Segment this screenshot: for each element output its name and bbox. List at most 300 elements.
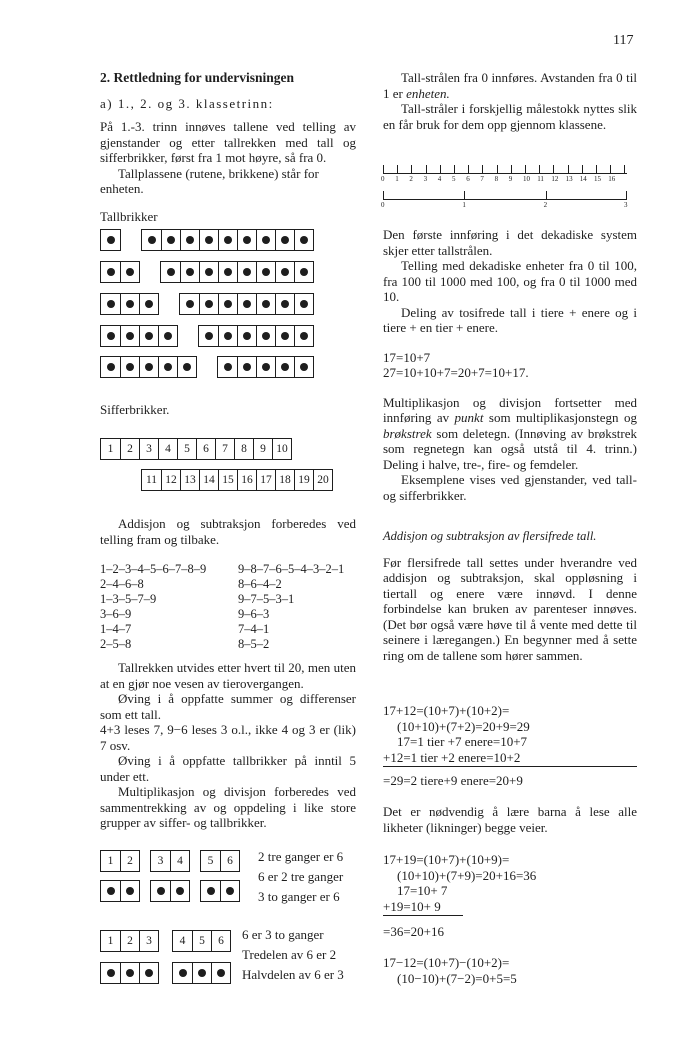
ray-tick-label: 10 [523, 175, 530, 183]
paragraph: På 1.-3. trinn innøves tallene ved telling av gjenstander og etter tallrekken med tall og sifferbrikker, først fra 1 mot høyre, så fra 0. [100, 119, 356, 165]
ray-tick-label: 12 [551, 175, 559, 183]
mult-line: 6 er 3 to ganger [242, 927, 324, 942]
ray-tick [397, 165, 398, 173]
dot-cell [120, 963, 139, 983]
dot [107, 969, 115, 977]
brick-cell [294, 357, 313, 377]
brick-row [100, 356, 314, 376]
brick-cell [218, 294, 237, 314]
paragraph: Før flersifrede tall settes under hverandre ved addisjon og subtraksjon, skal oppløsning i tiertall og enere være innøvd. I denne forbindelse kan bruken av parenteser innøves. (Det bør også være høve til å vente med dette til seinere i læregangen.) En begynner med å sette ring om de tallene som hører sammen. [383, 554, 637, 663]
dot [262, 363, 270, 371]
paragraph: Øving i å oppfatte tallbrikker på inntil 5 under ett. [100, 753, 356, 784]
digit-cell: 1 [107, 443, 114, 455]
dot [179, 969, 187, 977]
ray-tick-label: 2 [409, 175, 413, 183]
emphasis: enheten. [406, 85, 450, 101]
brick-cell [237, 357, 256, 377]
text: som deletegn. (Innøving av brøkstrek som regnetegn kan også utstå til 4. trinn.) Deling i halve, tre-, fire- og femdeler. [383, 425, 637, 472]
dot-group [100, 880, 140, 902]
digit-cell: 19 [294, 470, 313, 490]
ray-tick-label: 0 [381, 175, 385, 183]
dot [224, 268, 232, 276]
dot [224, 332, 232, 340]
equation: 17=10+7 [383, 349, 431, 365]
brick-cell [218, 262, 237, 282]
digit-cell: 3 [139, 931, 158, 951]
dot [243, 268, 251, 276]
digit-cell: 4 [179, 935, 186, 947]
ray-tick [464, 191, 465, 199]
brick-cell [218, 357, 237, 377]
brick-cell [120, 326, 139, 346]
mult-line: 3 to ganger er 6 [258, 889, 340, 904]
digit-cell: 9 [253, 439, 272, 459]
brick-group [179, 293, 314, 315]
sequence: 1–2–3–4–5–6–7–8–9 [100, 562, 207, 576]
dot [281, 363, 289, 371]
text: Multiplikasjon og divisjon fortsetter med innføring av [383, 394, 637, 425]
sifferbrikker-label: Sifferbrikker. [100, 402, 170, 417]
ray-tick [440, 165, 441, 173]
digit-cell: 13 [180, 470, 199, 490]
brick-cell [120, 262, 139, 282]
brick-cell [275, 326, 294, 346]
dot-group [150, 880, 190, 902]
count-sequences-backward [238, 562, 344, 652]
digit-cell: 7 [215, 439, 234, 459]
dot-group [172, 962, 231, 984]
calc-line: (10+10)+(7+2)=20+9=29 [397, 718, 530, 734]
paragraph [383, 395, 637, 473]
ray-tick [539, 165, 540, 173]
calc-block-3 [383, 955, 517, 986]
brick-cell [275, 294, 294, 314]
digit-cell: 3 [157, 855, 164, 867]
ray-tick-label: 14 [579, 175, 587, 183]
dot [145, 332, 153, 340]
ray-tick [553, 165, 554, 173]
ray-tick [482, 165, 483, 173]
paragraph: Deling av tosifrede tall i tiere + enere og i tiere + en tier + enere. [383, 304, 637, 335]
dot [145, 300, 153, 308]
divider [383, 915, 463, 916]
calc-line: 17=1 tier +7 enere=10+7 [397, 734, 528, 749]
tallbrikker-label: Tallbrikker [100, 208, 158, 224]
paragraph: Den første innføring i det dekadiske system skjer etter tallstrålen. [383, 227, 637, 258]
dot [224, 300, 232, 308]
ray-tick [624, 165, 625, 173]
right-column-mid [383, 227, 637, 663]
divider [383, 766, 637, 767]
dot-cell [101, 881, 120, 901]
dot-row [100, 880, 240, 900]
sequence: 2–5–8 [100, 637, 132, 651]
dot [243, 236, 251, 244]
ray-tick-label: 8 [494, 175, 499, 183]
brick-cell [101, 357, 120, 377]
dot [167, 236, 175, 244]
sequence: 1–4–7 [100, 622, 132, 636]
paragraph: 4+3 leses 7, 9−6 leses 3 o.l., ikke 4 og 3 er (lik) 7 osv. [100, 722, 356, 753]
dot [148, 236, 156, 244]
ray-tick-label: 1 [462, 201, 466, 209]
digit-row [100, 438, 292, 458]
calc-line: +19=10+ 9 [383, 898, 441, 914]
calc-line: (10+10)+(7+9)=20+16=36 [397, 867, 537, 883]
ray-tick-label: 5 [452, 175, 456, 183]
calc-line: (10−10)+(7−2)=0+5=5 [397, 970, 517, 986]
digit-cell: 4 [158, 439, 177, 459]
ray-tick-label: 3 [423, 175, 428, 183]
ray-tick-label: 6 [466, 175, 470, 183]
number-ray-line [383, 173, 627, 174]
paragraph: Eksemplene vises ved gjenstander, ved tall- og sifferbrikker. [383, 472, 637, 503]
calc-line: +12=1 tier +2 enere=10+2 [383, 749, 521, 765]
dot-cell [192, 963, 211, 983]
digit-row [100, 930, 231, 950]
sequence: 9–8–7–6–5–4–3–2–1 [238, 562, 345, 576]
digit-cell: 14 [199, 470, 218, 490]
brick-group [100, 356, 197, 378]
brick-group [100, 293, 159, 315]
dot [281, 300, 289, 308]
dot [126, 887, 134, 895]
dot [300, 268, 308, 276]
brick-cell [256, 230, 275, 250]
dot [243, 332, 251, 340]
brick-group [198, 325, 314, 347]
brick-cell [101, 262, 120, 282]
brick-cell [139, 357, 158, 377]
dot [205, 300, 213, 308]
ray-tick-label: 16 [608, 175, 616, 183]
ray-tick [546, 191, 547, 199]
ray-tick-label: 9 [508, 175, 513, 183]
left-column-lower [100, 516, 356, 547]
ray-tick [411, 165, 412, 173]
dot-cell [173, 963, 192, 983]
ray-tick [383, 191, 384, 199]
brick-group [141, 229, 314, 251]
text: som multiplikasjonstegn og [483, 410, 637, 425]
digit-cell: 1 [107, 855, 114, 867]
ray-tick [454, 165, 455, 173]
brick-cell [177, 357, 196, 377]
brick-cell [256, 262, 275, 282]
dot [186, 300, 194, 308]
number-ray-line [383, 199, 627, 200]
digit-row [141, 469, 333, 489]
digit-cell: 8 [234, 439, 253, 459]
digit-cell: 11 [145, 474, 158, 486]
digit-cell: 5 [177, 439, 196, 459]
dot [300, 236, 308, 244]
sequence: 9–7–5–3–1 [238, 592, 295, 606]
dot [186, 236, 194, 244]
sequence: 8–5–2 [238, 637, 270, 651]
sequence: 7–4–1 [238, 622, 270, 636]
ray-tick [468, 165, 469, 173]
dot [145, 969, 153, 977]
dot [205, 268, 213, 276]
brick-cell [218, 326, 237, 346]
digit-cell: 1 [107, 935, 114, 947]
dot [224, 236, 232, 244]
ray-tick [383, 165, 384, 173]
ray-tick-label: 13 [565, 175, 573, 183]
paragraph: Øving i å oppfatte summer og differenser som ett tall. [100, 691, 356, 722]
brick-cell [139, 326, 158, 346]
dot [243, 363, 251, 371]
ray-tick-label: 2 [543, 201, 548, 209]
dot-cell [220, 881, 239, 901]
ray-tick-label: 0 [381, 201, 385, 209]
brick-cell [237, 262, 256, 282]
brick-cell [180, 262, 199, 282]
brick-group [160, 261, 314, 283]
ray-tick-label: 3 [624, 201, 628, 209]
ray-tick-label: 1 [395, 175, 399, 183]
paragraph: Tall-stråler i forskjellig målestokk nyttes slik en får bruk for dem opp gjennom klassene. [383, 101, 637, 132]
calc-result: =36=20+16 [383, 924, 444, 939]
mult-text-3 [242, 925, 344, 985]
brick-group [100, 325, 178, 347]
brick-cell [142, 230, 161, 250]
dot [205, 236, 213, 244]
brick-group [217, 356, 314, 378]
digit-cell: 18 [275, 470, 294, 490]
ray-tick-label: 4 [437, 175, 442, 183]
brick-cell [161, 262, 180, 282]
digit-cell: 6 [196, 439, 215, 459]
brick-cell [256, 294, 275, 314]
dot [217, 969, 225, 977]
dot [107, 887, 115, 895]
calc-line: 17+19=(10+7)+(10+9)= [383, 852, 510, 867]
digit-cell: 5 [192, 931, 211, 951]
dot [107, 363, 115, 371]
brick-cell [180, 294, 199, 314]
digit-cell: 12 [161, 470, 180, 490]
digit-group [100, 850, 140, 872]
brick-row [100, 261, 314, 281]
brick-cell [158, 326, 177, 346]
dot-cell [170, 881, 189, 901]
calc-line: 17+12=(10+7)+(10+2)= [383, 703, 510, 718]
digit-cell: 2 [120, 851, 139, 871]
dot-cell [201, 881, 220, 901]
brick-cell [199, 230, 218, 250]
sequence: 1–3–5–7–9 [100, 592, 157, 606]
digit-group [172, 930, 231, 952]
brick-cell [199, 326, 218, 346]
brick-cell [237, 230, 256, 250]
ray-tick [610, 165, 611, 173]
brick-cell [101, 230, 120, 250]
brick-cell [237, 326, 256, 346]
dot [157, 887, 165, 895]
brick-group [100, 261, 140, 283]
brick-cell [161, 230, 180, 250]
dot [281, 332, 289, 340]
dot [198, 969, 206, 977]
digit-group [141, 469, 333, 491]
digit-group [100, 438, 292, 460]
dot [107, 300, 115, 308]
dot [207, 887, 215, 895]
mult-line: 6 er 2 tre ganger [258, 869, 344, 884]
brick-row [100, 325, 314, 345]
brick-cell [294, 326, 313, 346]
brick-cell [275, 262, 294, 282]
digit-cell: 15 [218, 470, 237, 490]
dot [262, 268, 270, 276]
left-column [100, 70, 356, 224]
dot [164, 332, 172, 340]
dot [107, 332, 115, 340]
dot [300, 332, 308, 340]
ray-tick-label: 11 [537, 175, 544, 183]
calc-block-1 [383, 703, 530, 765]
brick-row [100, 229, 314, 249]
dot [145, 363, 153, 371]
dot [262, 300, 270, 308]
dot [262, 332, 270, 340]
brick-cell [199, 262, 218, 282]
section-heading: 2. Rettledning for undervisningen [100, 70, 295, 85]
digit-cell: 10 [272, 439, 291, 459]
brick-cell [101, 294, 120, 314]
ray-tick [426, 165, 427, 173]
dot [167, 268, 175, 276]
paragraph: Tallplassene (rutene, brikkene) står for enheten. [100, 165, 319, 196]
dot-row [100, 962, 231, 982]
dot-cell [101, 963, 120, 983]
digit-row [100, 850, 240, 870]
page-number: 117 [613, 33, 634, 48]
dot [126, 332, 134, 340]
digit-cell: 20 [313, 470, 332, 490]
brick-cell [294, 230, 313, 250]
ray-tick [596, 165, 597, 173]
paragraph: Tallrekken utvides etter hvert til 20, men uten at en gjør noe vesen av tierovergangen. [100, 660, 356, 691]
digit-cell: 2 [120, 931, 139, 951]
paragraph: Telling med dekadiske enheter fra 0 til 100, fra 100 til 1000 med 100, og fra 0 til 1000 med 10. [383, 258, 637, 304]
calc-block-2 [383, 852, 536, 914]
dot [281, 268, 289, 276]
dot-cell [151, 881, 170, 901]
sequence: 8–6–4–2 [238, 577, 282, 591]
dot [126, 268, 134, 276]
dot [281, 236, 289, 244]
dot [205, 332, 213, 340]
paragraph: Addisjon og subtraksjon forberedes ved telling fram og tilbake. [100, 516, 356, 547]
brick-group [100, 229, 121, 251]
brick-cell [294, 262, 313, 282]
dot-cell [211, 963, 230, 983]
brick-cell [158, 357, 177, 377]
dot [262, 236, 270, 244]
brick-cell [101, 326, 120, 346]
brick-row [100, 293, 314, 313]
digit-cell: 17 [256, 470, 275, 490]
dot [224, 363, 232, 371]
ray-tick [568, 165, 569, 173]
ray-tick [525, 165, 526, 173]
text: Tall-strålen fra 0 innføres. Avstanden fra 0 til 1 er [383, 70, 637, 101]
left-column-text [100, 660, 356, 831]
ray-tick [626, 191, 627, 199]
dot [126, 969, 134, 977]
dot [107, 268, 115, 276]
dot [126, 300, 134, 308]
dot-cell [139, 963, 158, 983]
calc-line: 17−12=(10+7)−(10+2)= [383, 955, 510, 970]
brick-cell [139, 294, 158, 314]
brick-cell [180, 230, 199, 250]
brick-cell [237, 294, 256, 314]
ray-tick-label: 7 [480, 175, 484, 183]
sequence: 9–6–3 [238, 607, 270, 621]
digit-cell: 6 [220, 851, 239, 871]
digit-cell: 4 [170, 851, 189, 871]
calc-line: 17=10+ 7 [397, 883, 448, 898]
digit-group [200, 850, 240, 872]
digit-cell: 3 [139, 439, 158, 459]
digit-group [150, 850, 190, 872]
brick-cell [120, 357, 139, 377]
digit-cell: 6 [211, 931, 230, 951]
ray-tick [582, 165, 583, 173]
paragraph: Det er nødvendig å lære barna å lese alle likheter (likninger) begge veier. [383, 804, 637, 835]
subheading: a) 1., 2. og 3. klassetrinn: [100, 95, 274, 111]
mult-line: Halvdelen av 6 er 3 [242, 967, 344, 982]
brick-cell [120, 294, 139, 314]
dot [186, 268, 194, 276]
count-sequences-forward [100, 562, 206, 652]
dot [300, 363, 308, 371]
brick-cell [199, 294, 218, 314]
ray-tick [511, 165, 512, 173]
brick-cell [256, 326, 275, 346]
ray-tick-label: 15 [594, 175, 601, 183]
paragraph [383, 70, 637, 101]
dot [226, 887, 234, 895]
brick-cell [275, 230, 294, 250]
ray-tick [497, 165, 498, 173]
equation: 27=10+10+7=20+7=10+17. [383, 365, 529, 380]
dot-cell [120, 881, 139, 901]
calc-result: =29=2 tiere+9 enere=20+9 [383, 773, 523, 788]
section-title: Addisjon og subtraksjon av flersifrede tall. [383, 529, 597, 543]
paragraph: Multiplikasjon og divisjon forberedes ved sammentrekking av og oppdeling i like store grupper av siffer- og tallbrikker. [100, 784, 356, 830]
dot [243, 300, 251, 308]
brick-cell [218, 230, 237, 250]
digit-cell: 16 [237, 470, 256, 490]
right-column-top [383, 70, 637, 132]
dot-group [200, 880, 240, 902]
dot [126, 363, 134, 371]
digit-group [100, 930, 159, 952]
brick-cell [256, 357, 275, 377]
dot [107, 236, 115, 244]
emphasis: brøkstrek [383, 425, 432, 441]
dot [183, 363, 191, 371]
mult-line: Tredelen av 6 er 2 [242, 947, 337, 962]
sequence: 3–6–9 [100, 607, 132, 621]
digit-cell: 2 [120, 439, 139, 459]
brick-cell [294, 294, 313, 314]
